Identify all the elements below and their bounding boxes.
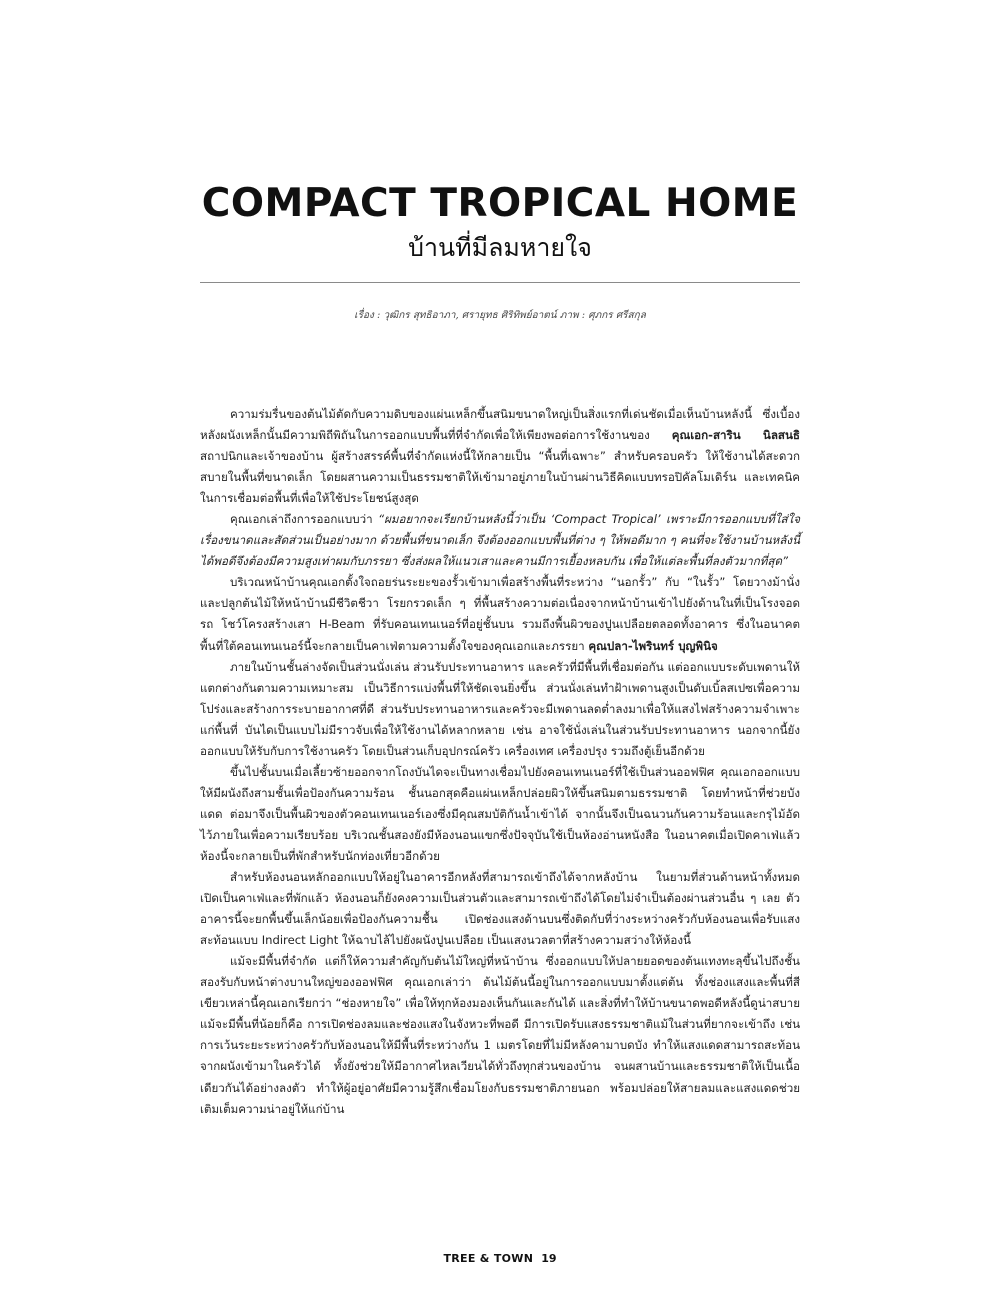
article-title: COMPACT TROPICAL HOME	[201, 181, 799, 226]
paragraph-1: ความร่มรื่นของต้นไม้ตัดกับความดิบของแผ่นเหล็กขึ้นสนิมขนาดใหญ่เป็นสิ่งแรกที่เด่นชัดเมื่อเห็นบ้านหลังนี้ ซึ่งเบื้องหลังผนังเหล็กนั้นมีความพิถีพิถันในการออกแบบพื้นที่ที่จำกัดเพื่อให้เพียงพอต่อการใช้งานของ คุณเอก-สาริน นิลสนธิ สถาปนิกและเจ้าของบ้าน ผู้สร้างสรรค์พื้นที่จำกัดแห่งนี้ให้กลายเป็น “พื้นที่เฉพาะ” สำหรับครอบครัว ให้ใช้งานได้สะดวกสบายในพื้นที่ขนาดเล็ก โดยผสานความเป็นธรรมชาติให้เข้ามาอยู่ภายในบ้านผ่านวิธีคิดแบบทรอปิคัลโมเดิร์น และเทคนิคในการเชื่อมต่อพื้นที่เพื่อให้ใช้ประโยชน์สูงสุด	[200, 407, 801, 506]
person-name: คุณปลา-ไพรินทร์ บุญพินิจ	[588, 638, 718, 653]
page-footer	[0, 1252, 1000, 1265]
quote: “ผมอยากจะเรียกบ้านหลังนี้ว่าเป็น ‘Compact Tropical’ เพราะมีการออกแบบที่ใส่ใจเรื่องขนาดและสัดส่วนเป็นอย่างมาก ด้วยพื้นที่ขนาดเล็ก จึงต้องออกแบบพื้นที่ต่าง ๆ ให้พอดีมาก ๆ คนที่จะใช้งานบ้านหลังนี้ได้พอดีจึงต้องมีความสูงเท่าผมกับภรรยา ซึ่งส่งผลให้แนวเสาและคานมีการเยื้องหลบกัน เพื่อให้แต่ละพื้นที่ลงตัวมากที่สุด”	[200, 512, 800, 569]
paragraph-4: ภายในบ้านชั้นล่างจัดเป็นส่วนนั่งเล่น ส่วนรับประทานอาหาร และครัวที่มีพื้นที่เชื่อมต่อกัน แต่ออกแบบระดับเพดานให้แตกต่างกันตามความเหมาะสม เป็นวิธีการแบ่งพื้นที่ให้ชัดเจนยิ่งขึ้น ส่วนนั่งเล่นทำฝ้าเพดานสูงเป็นดับเบิ้ลสเปซเพื่อความโปร่งและสร้างการระบายอากาศที่ดี ส่วนรับประทานอาหารและครัวจะมีเพดานลดต่ำลงมาเพื่อให้แสงไฟสร้างความจำเพาะแก่พื้นที่ บันไดเป็นแบบไม่มีราวจับเพื่อให้ใช้งานได้หลากหลาย เช่น อาจใช้นั่งเล่นในส่วนรับประทานอาหาร นอกจากนี้ยังออกแบบให้รับกับการใช้งานครัว โดยเป็นส่วนเก็บอุปกรณ์ครัว เครื่องเทศ เครื่องปรุง รวมถึงตู้เย็นอีกด้วย	[200, 659, 800, 758]
article-credits: เรื่อง : วุฒิกร สุทธิอาภา, ศรายุทธ ศิริทิพย์อาตน์ ภาพ : ศุภกร ศรีสกุล	[354, 310, 646, 321]
paragraph-5: ขึ้นไปชั้นบนเมื่อเลี้ยวซ้ายออกจากโถงบันไดจะเป็นทางเชื่อมไปยังคอนเทนเนอร์ที่ใช้เป็นส่วนออฟฟิศ คุณเอกออกแบบให้มีผนังถึงสามชั้นเพื่อป้องกันความร้อน ชั้นนอกสุดคือแผ่นเหล็กปล่อยผิวให้ขึ้นสนิมตามธรรมชาติ โดยทำหน้าที่ช่วยบังแดด ต่อมาจึงเป็นพื้นผิวของตัวคอนเทนเนอร์เองซึ่งมีคุณสมบัติกันน้ำเข้าได้ จากนั้นจึงเป็นฉนวนกันความร้อนและกรุไม้อัดไว้ภายในเพื่อความเรียบร้อย บริเวณชั้นสองยังมีห้องนอนแขกซึ่งปัจจุบันใช้เป็นห้องอ่านหนังสือ ในอนาคตเมื่อเปิดคาเฟ่แล้ว ห้องนี้จะกลายเป็นที่พักสำหรับนักท่องเที่ยวอีกด้วย	[200, 764, 800, 863]
paragraph-3: บริเวณหน้าบ้านคุณเอกตั้งใจถอยร่นระยะของรั้วเข้ามาเพื่อสร้างพื้นที่ระหว่าง “นอกรั้ว” กับ “ในรั้ว” โดยวางม้านั่งและปลูกต้นไม้ให้หน้าบ้านมีชีวิตชีวา โรยกรวดเล็ก ๆ ที่พื้นสร้างความต่อเนื่องจากหน้าบ้านเข้าไปยังด้านในที่เป็นโรงจอดรถ โชว์โครงสร้างเสา H-Beam ที่รับคอนเทนเนอร์ที่อยู่ชั้นบน รวมถึงพื้นผิวของปูนเปลือยตลอดทั้งอาคาร ซึ่งในอนาคตพื้นที่ใต้คอนเทนเนอร์นี้จะกลายเป็นคาเฟ่ตามความตั้งใจของคุณเอกและภรรยา คุณปลา-ไพรินทร์ บุญพินิจ	[200, 575, 800, 653]
title-divider	[200, 282, 800, 283]
paragraph-7: แม้จะมีพื้นที่จำกัด แต่ก็ให้ความสำคัญกับต้นไม้ใหญ่ที่หน้าบ้าน ซึ่งออกแบบให้ปลายยอดของต้นแทงทะลุขึ้นไปถึงชั้นสองรับกับหน้าต่างบานใหญ่ของออฟฟิศ คุณเอกเล่าว่า ต้นไม้ต้นนี้อยู่ในการออกแบบมาตั้งแต่ต้น ทั้งช่องแสงและพื้นที่สีเขียวเหล่านี้คุณเอกเรียกว่า “ช่องหายใจ” เพื่อให้ทุกห้องมองเห็นกันและกันได้ และสิ่งที่ทำให้บ้านขนาดพอดีหลังนี้ดูน่าสบายแม้จะมีพื้นที่น้อยก็คือ การเปิดช่องลมและช่องแสงในจังหวะที่พอดี มีการเปิดรับแสงธรรมชาติแม้ในส่วนที่ยากจะเข้าถึง เช่น การเว้นระยะระหว่างครัวกับห้องนอนให้มีพื้นที่ระหว่างกัน 1 เมตรโดยที่ไม่มีหลังคามาบดบัง ทำให้แสงแดดสามารถสะท้อนจากผนังเข้ามาในครัวได้ ทั้งยังช่วยให้มีอากาศไหลเวียนได้ทั่วถึงทุกส่วนของบ้าน จนผสานบ้านและธรรมชาติให้เป็นเนื้อเดียวกันได้อย่างลงตัว ทำให้ผู้อยู่อาศัยมีความรู้สึกเชื่อมโยงกับธรรมชาติภายนอก พร้อมปล่อยให้สายลมและแสงแดดช่วยเติมเต็มความน่าอยู่ให้แก่บ้าน	[200, 954, 800, 1116]
magazine-brand: TREE & TOWN	[443, 1252, 534, 1265]
person-name: คุณเอก-สาริน นิลสนธิ	[671, 428, 801, 443]
paragraph-6: สำหรับห้องนอนหลักออกแบบให้อยู่ในอาคารอีกหลังที่สามารถเข้าถึงได้จากหลังบ้าน ในยามที่ส่วนด้านหน้าทั้งหมดเปิดเป็นคาเฟ่และที่พักแล้ว ห้องนอนก็ยังคงความเป็นส่วนตัวและสามารถเข้าถึงได้โดยไม่จำเป็นต้องผ่านส่วนอื่น ๆ เลย ตัวอาคารนี้จะยกพื้นขึ้นเล็กน้อยเพื่อป้องกันความชื้น เปิดช่องแสงด้านบนซึ่งติดกับที่ว่างระหว่างครัวกับห้องนอนเพื่อรับแสงสะท้อนแบบ Indirect Light ให้ฉาบไล้ไปยังผนังปูนเปลือย เป็นแสงนวลตาที่สร้างความสว่างให้ห้องนี้	[200, 870, 800, 948]
page-number: 19	[541, 1252, 557, 1265]
article-subtitle: บ้านที่มีลมหายใจ	[408, 233, 592, 262]
article-body	[200, 404, 800, 1120]
paragraph-2: คุณเอกเล่าถึงการออกแบบว่า “ผมอยากจะเรียกบ้านหลังนี้ว่าเป็น ‘Compact Tropical’ เพราะมีการออกแบบที่ใส่ใจเรื่องขนาดและสัดส่วนเป็นอย่างมาก ด้วยพื้นที่ขนาดเล็ก จึงต้องออกแบบพื้นที่ต่าง ๆ ให้พอดีมาก ๆ คนที่จะใช้งานบ้านหลังนี้ได้พอดีจึงต้องมีความสูงเท่าผมกับภรรยา ซึ่งส่งผลให้แนวเสาและคานมีการเยื้องหลบกัน เพื่อให้แต่ละพื้นที่ลงตัวมากที่สุด”	[200, 512, 800, 569]
